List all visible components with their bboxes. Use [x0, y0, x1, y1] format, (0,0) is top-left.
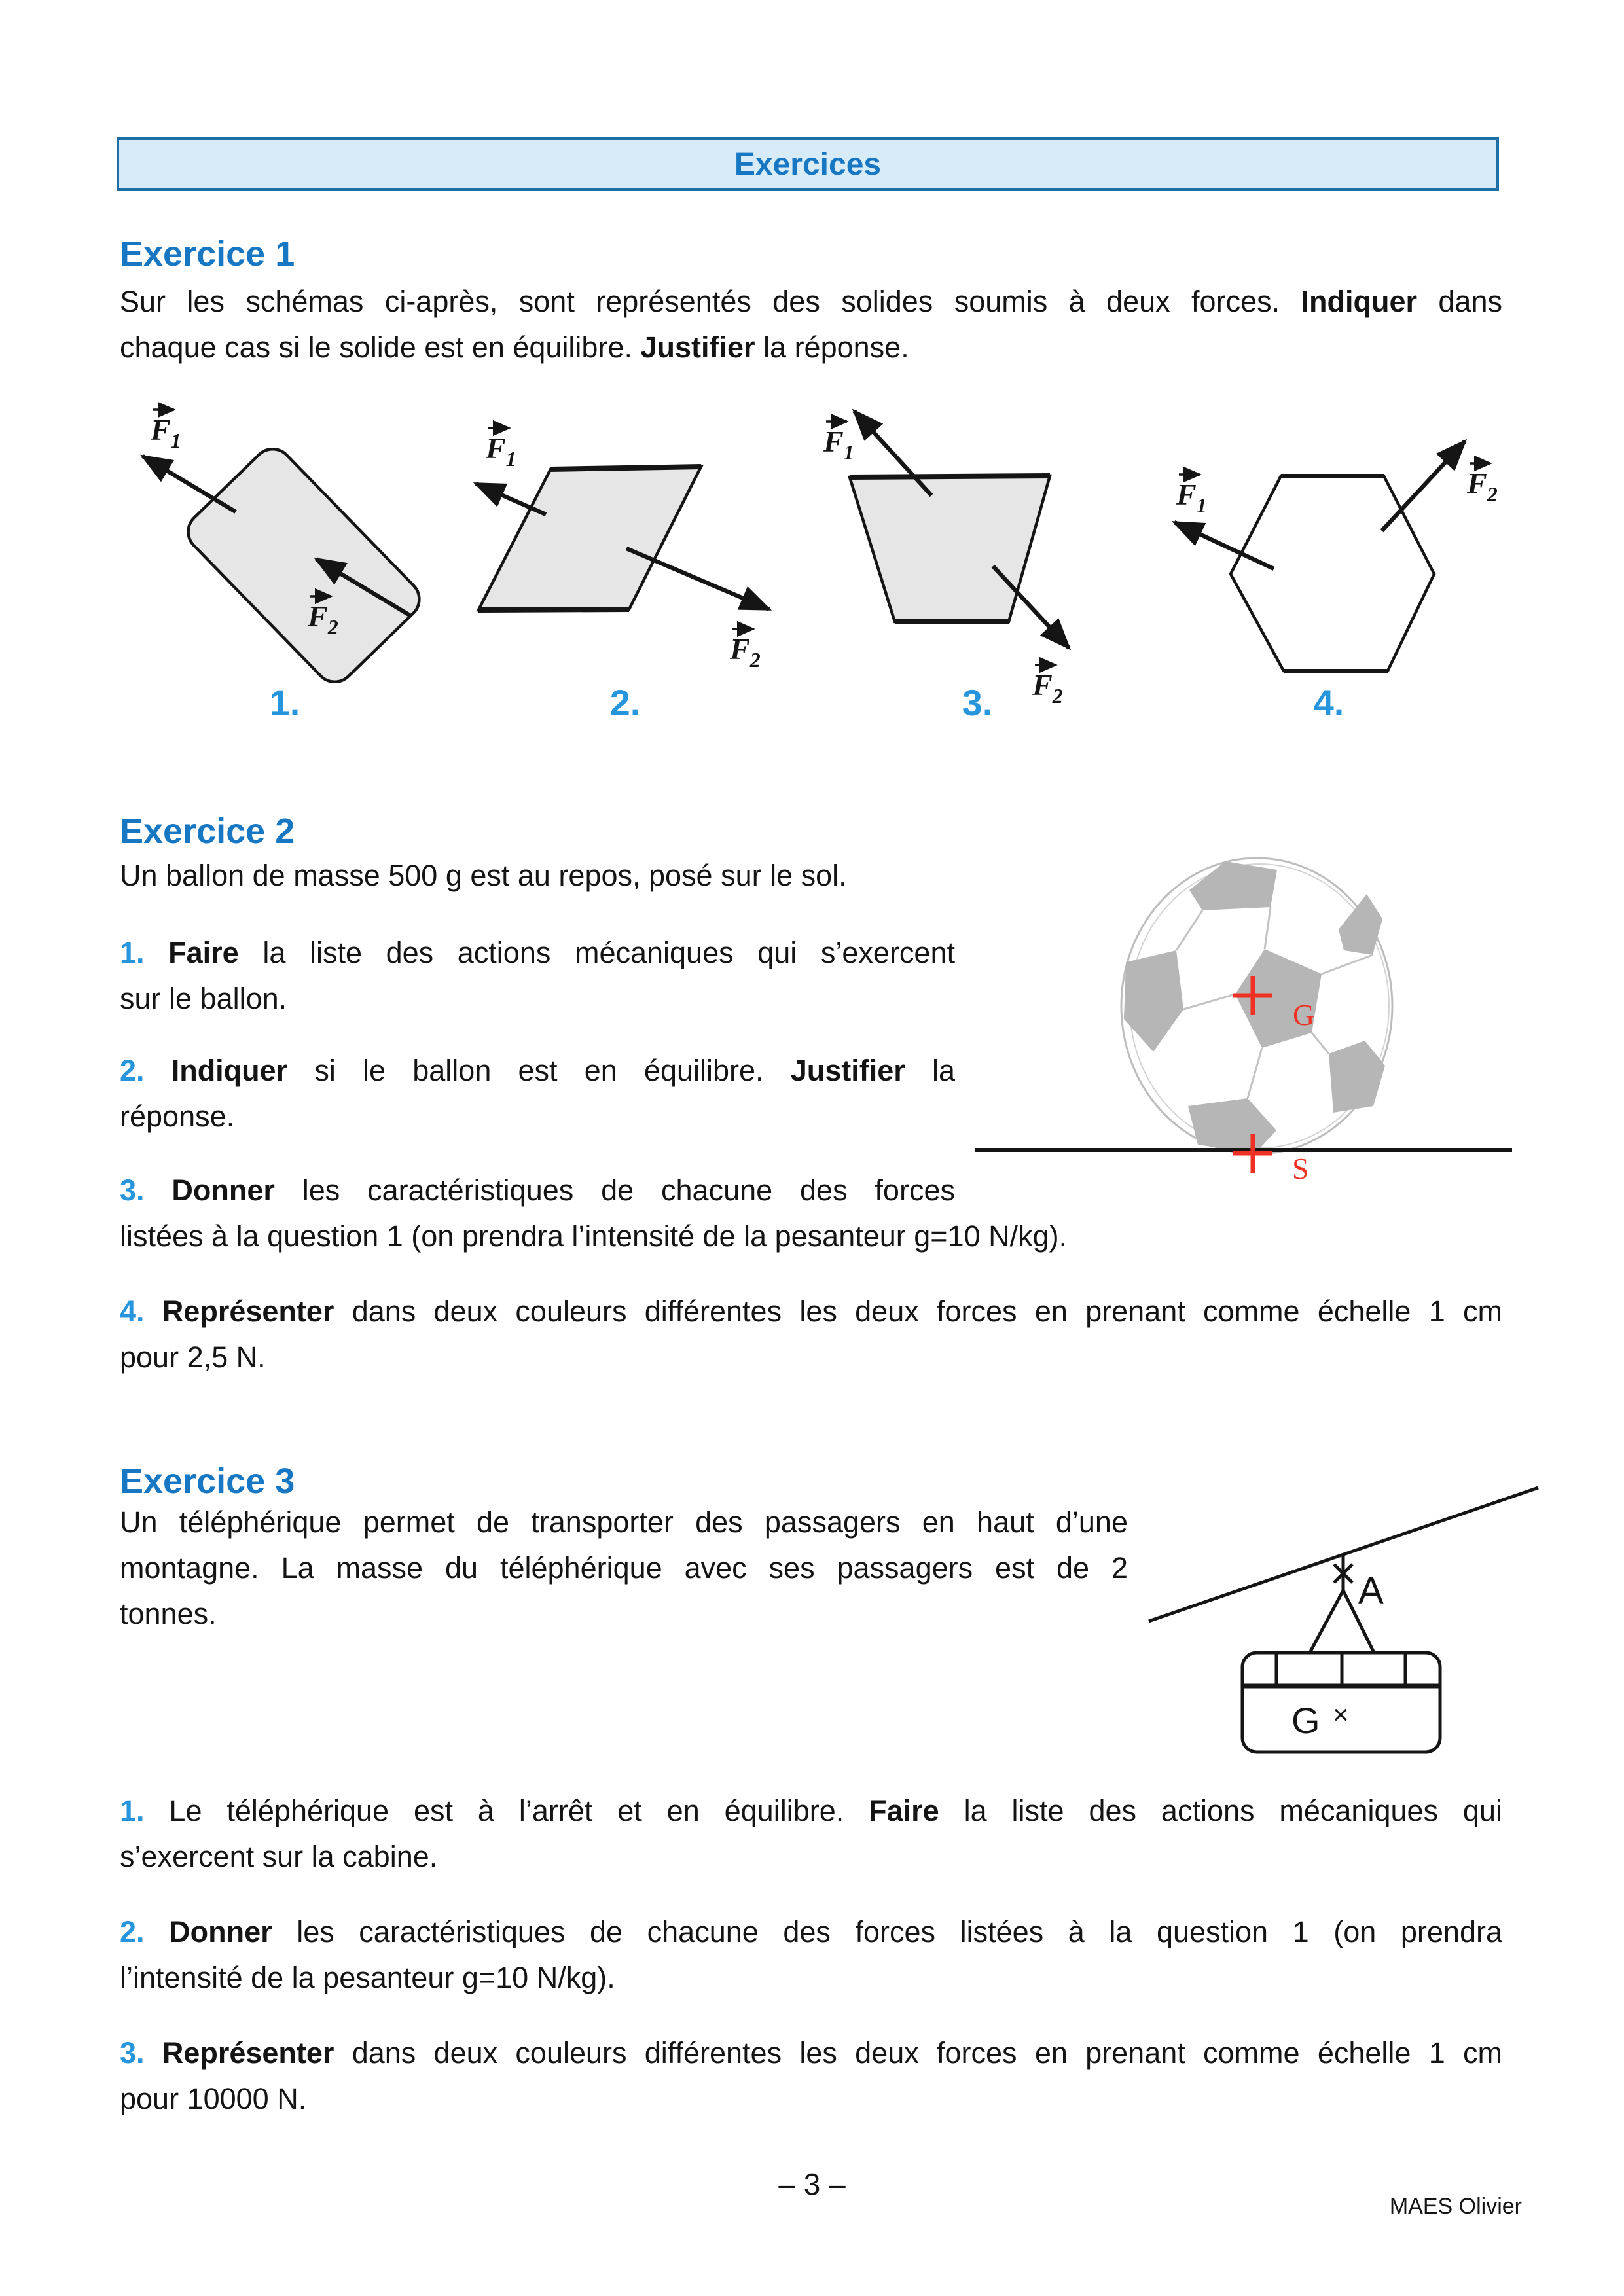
text-line: 1. Le téléphérique est à l’arrêt et en équilibre. Faire la liste des actions mécaniques qui [120, 1794, 1502, 1827]
exercise1-intro [120, 279, 1502, 370]
text-line: chaque cas si le solide est en équilibre. Justifier la réponse. [120, 331, 909, 364]
center-of-gravity-label: G [1293, 998, 1315, 1031]
exercise2-intro: Un ballon de masse 500 g est au repos, posé sur le sol. [120, 859, 847, 892]
force-arrow-f2 [1382, 441, 1465, 531]
exercise1-diagrams-figure [92, 393, 1571, 713]
cabin-gravity-label: G [1291, 1700, 1320, 1741]
svg-text:F1: $F_1$ [1176, 478, 1207, 517]
text-line: 3. Représenter dans deux couleurs différentes les deux forces en prenant comme échelle 1 cm [120, 2036, 1502, 2070]
text-line: pour 2,5 N. [120, 1340, 266, 1374]
exercise3-heading: Exercice 3 [120, 1462, 295, 1501]
diagram-3-number: 3. [962, 682, 993, 723]
svg-text:F2: $F_2$ [1032, 668, 1063, 708]
header-banner [117, 137, 1499, 191]
page-title: Exercices [734, 147, 882, 182]
parallelogram-top-edge [550, 467, 701, 469]
text-line: 4. Représenter dans deux couleurs différentes les deux forces en prenant comme échelle 1 cm [120, 1295, 1502, 1328]
author-name: MAES Olivier [1389, 2194, 1522, 2219]
text-line: montagne. La masse du téléphérique avec ses passagers est de 2 [120, 1551, 1128, 1585]
force-label-f1 [150, 410, 181, 452]
svg-text:F1: $F_1$ [823, 425, 854, 464]
parallelogram-bottom-edge [478, 609, 629, 610]
text-line: 2. Donner les caractéristiques de chacune des forces listées à la question 1 (on prendra [120, 1915, 1502, 1948]
exercise2-ball-figure [943, 812, 1525, 1191]
force-arrow-f2 [626, 548, 769, 609]
cabin-gravity-x-mark: × [1333, 1699, 1349, 1730]
hanger-left-leg [1309, 1590, 1343, 1654]
force-label-f2 [1466, 463, 1498, 506]
parallelogram-solid-shape [478, 467, 701, 610]
force-label-f1 [823, 422, 854, 464]
diamond-solid-shape [180, 441, 427, 690]
exercise3-intro [120, 1499, 1128, 1637]
exercise2-question-2 [120, 1048, 955, 1139]
text-line: tonnes. [120, 1597, 217, 1630]
trapezoid-top-edge [850, 476, 1050, 477]
exercise2-heading: Exercice 2 [120, 812, 295, 851]
exercise3-question-2 [120, 1909, 1502, 2001]
svg-text:F2: $F_2$ [730, 632, 761, 672]
svg-text:F1: $F_1$ [486, 431, 516, 471]
text-line: listées à la question 1 (on prendra l’intensité de la pesanteur g=10 N/kg). [120, 1219, 1068, 1253]
text-line: Sur les schémas ci-après, sont représentés des solides soumis à deux forces. Indiquer dans [120, 285, 1502, 318]
diagram-4 [1174, 441, 1498, 671]
diagram-3 [823, 411, 1069, 708]
text-line: s’exercent sur la cabine. [120, 1840, 438, 1873]
diagram-1-number: 1. [269, 682, 300, 723]
text-line: 1. Faire la liste des actions mécaniques qui s’exercent [120, 936, 955, 969]
exercise2-question-1 [120, 930, 955, 1022]
contact-point-label: S [1292, 1152, 1309, 1185]
trapezoid-solid-shape [850, 476, 1050, 622]
diagram-2-number: 2. [609, 682, 641, 723]
diagram-1 [143, 410, 427, 690]
exercise1-heading: Exercice 1 [120, 234, 295, 274]
exercise3-question-1 [120, 1788, 1502, 1880]
diagram-4-number: 4. [1313, 682, 1344, 723]
attach-point-label: A [1358, 1570, 1384, 1612]
text-line: l’intensité de la pesanteur g=10 N/kg). [120, 1961, 615, 1994]
force-label-f2 [1032, 665, 1063, 708]
exercise3-question-3 [120, 2030, 1502, 2122]
text-line: réponse. [120, 1100, 235, 1133]
text-line: 3. Donner les caractéristiques de chacune des forces [120, 1174, 955, 1207]
force-arrow-f1 [143, 456, 236, 512]
force-label-f1 [1176, 475, 1207, 517]
text-line: pour 10000 N. [120, 2082, 307, 2115]
text-line: 2. Indiquer si le ballon est en équilibre. Justifier la [120, 1054, 955, 1087]
page-number: – 3 – [778, 2167, 846, 2201]
force-label-f1 [485, 428, 516, 471]
force-label-f2 [729, 629, 761, 672]
cabin [1242, 1653, 1440, 1752]
svg-text:F2: $F_2$ [308, 600, 338, 639]
diagram-2 [476, 428, 769, 672]
exercise2-question-4 [120, 1289, 1502, 1380]
exercise3-cablecar-figure [1106, 1466, 1564, 1767]
svg-text:F1: $F_1$ [151, 413, 181, 452]
text-line: Un téléphérique permet de transporter des passagers en haut d’une [120, 1505, 1128, 1539]
svg-text:F2: $F_2$ [1467, 467, 1498, 506]
text-line: sur le ballon. [120, 982, 287, 1015]
